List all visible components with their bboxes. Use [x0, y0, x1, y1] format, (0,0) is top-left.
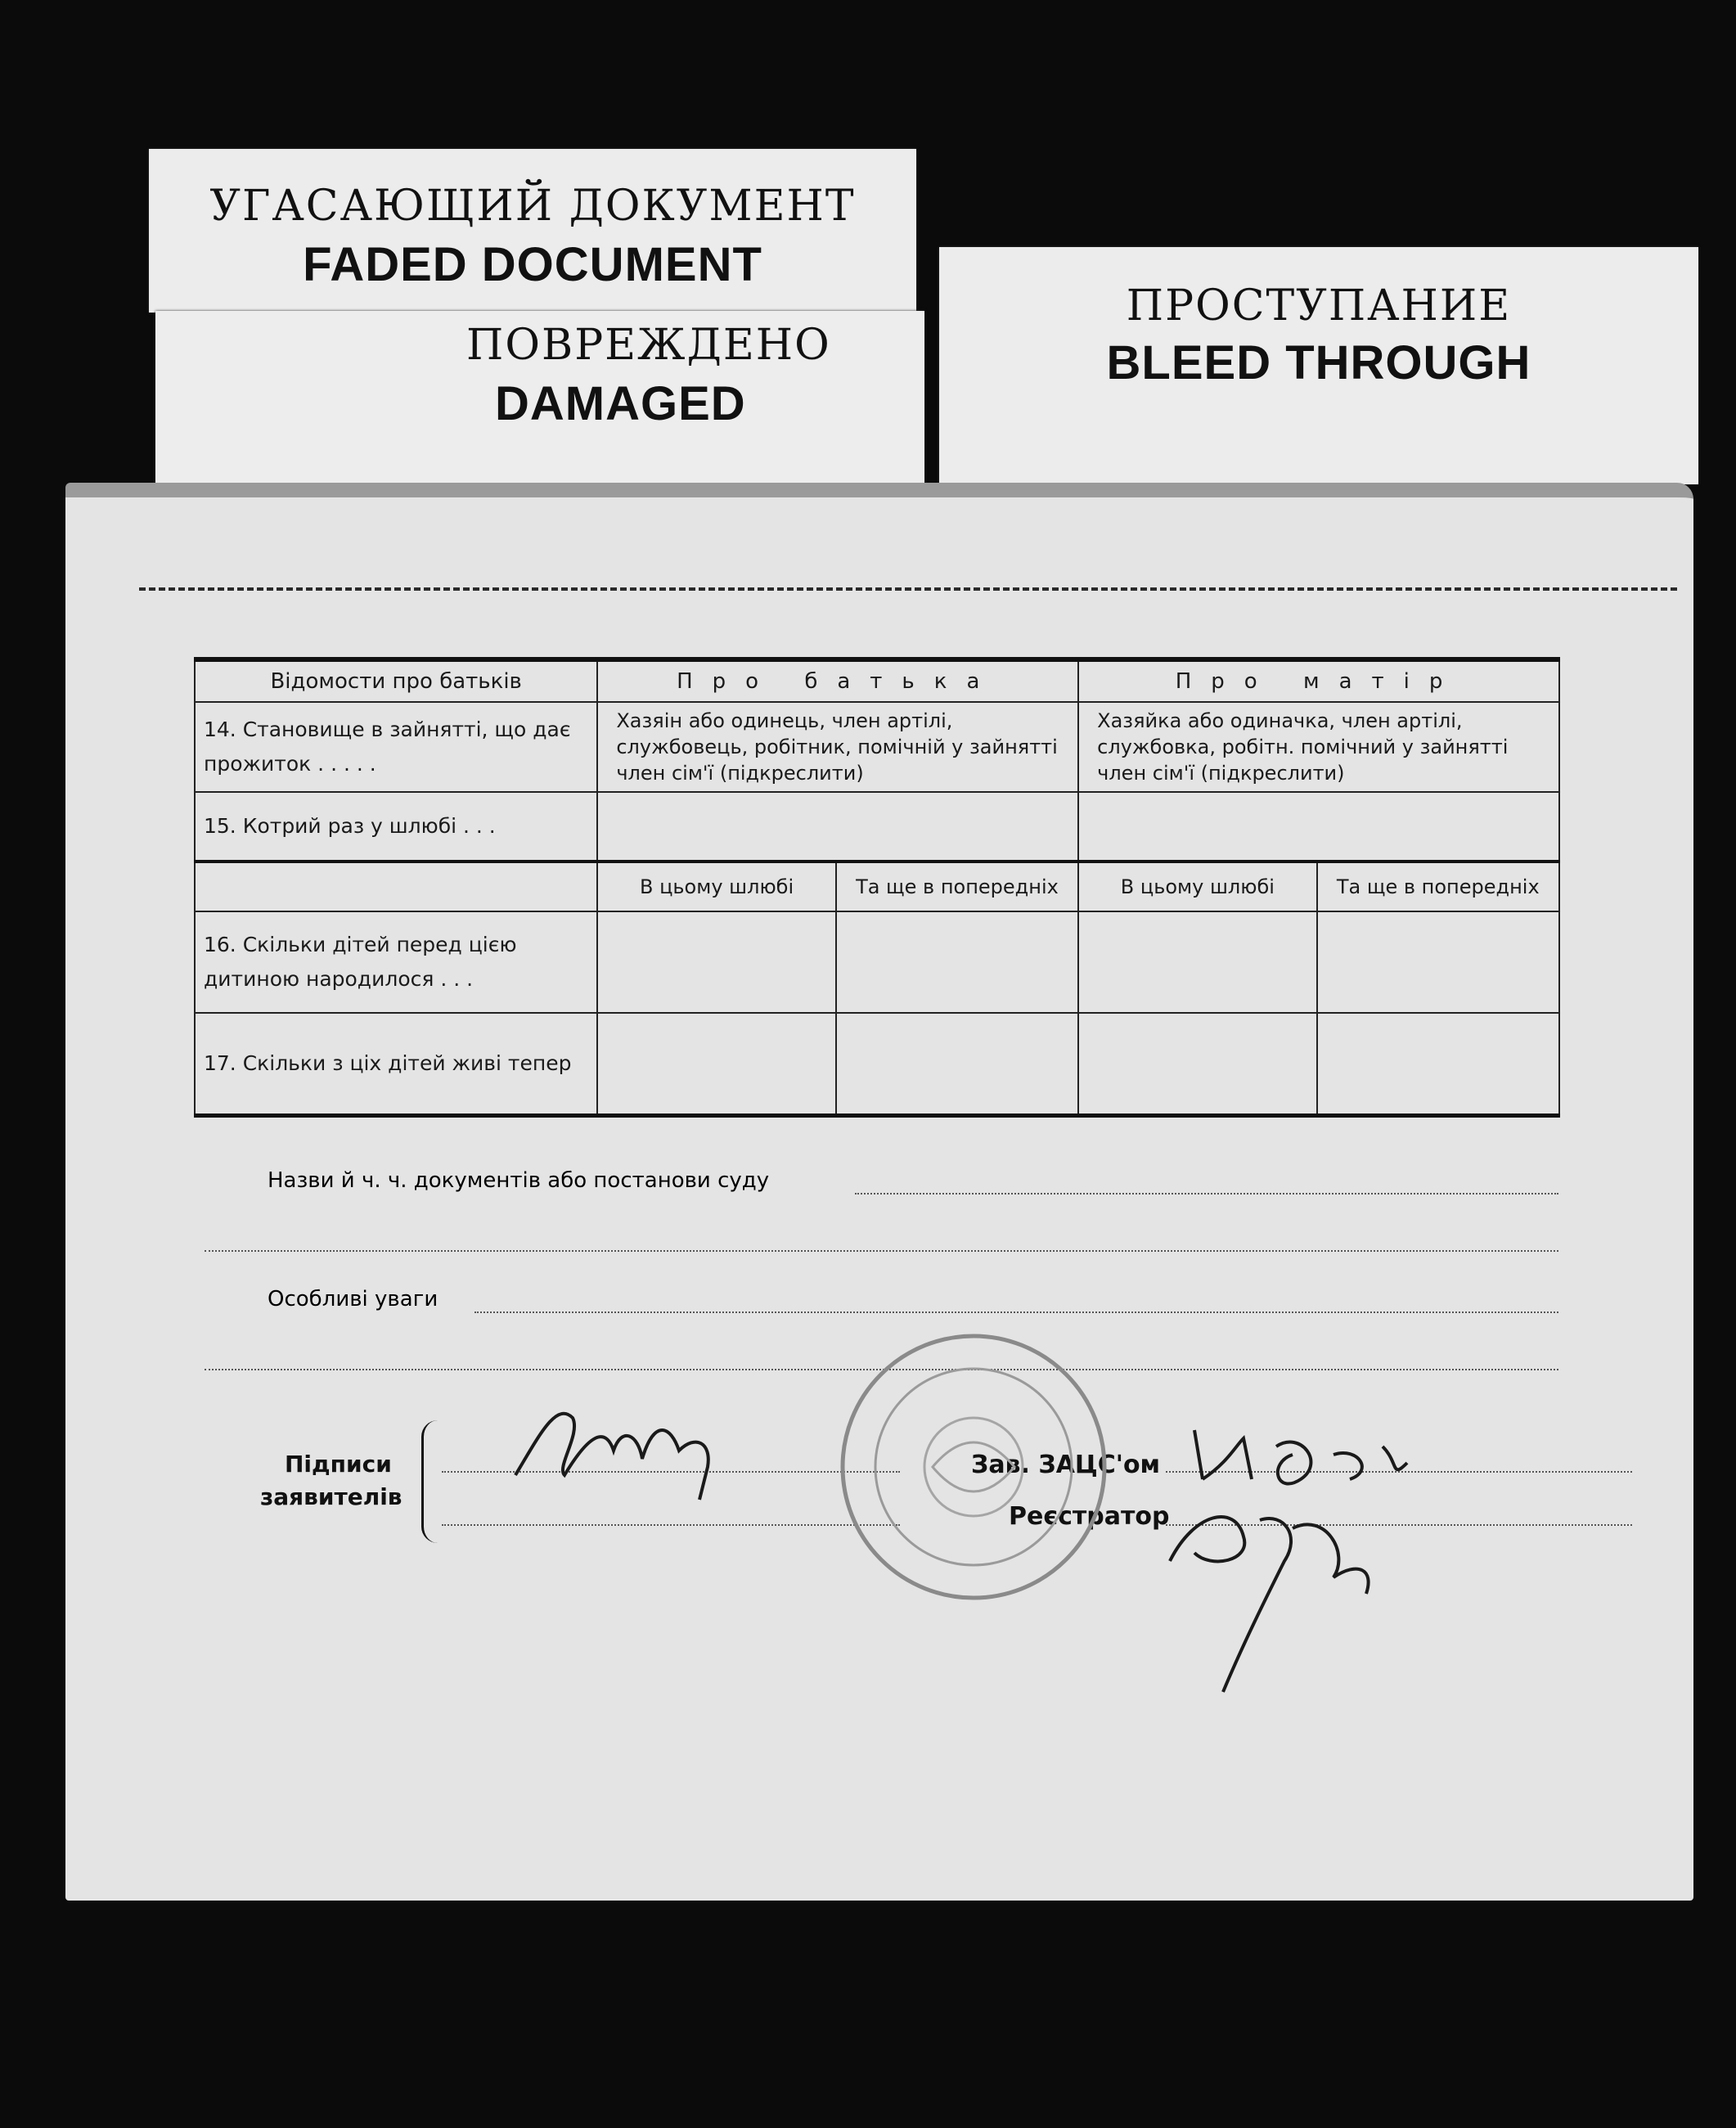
documents-fill-line-1[interactable]	[855, 1193, 1558, 1194]
header-mother: Про матір	[1078, 659, 1559, 702]
header-parents-info: Відомости про батьків	[195, 659, 597, 702]
row-14-mother-options: Хазяйка або одиначка, член артілі, службовка, робітн. помічний у зайнятті член сім'ї (підкреслити)	[1078, 702, 1559, 792]
children-subheader-empty	[195, 862, 597, 911]
header-father: Про батька	[597, 659, 1078, 702]
documents-label: Назви й ч. ч. документів або постанови суду	[268, 1168, 770, 1193]
documents-row	[194, 1168, 1560, 1201]
subheader-father-current: В цьому шлюбі	[597, 862, 835, 911]
row-16-mother-current-cell[interactable]	[1078, 911, 1316, 1013]
applicant-signature-image	[507, 1385, 744, 1508]
row-16-father-previous-cell[interactable]	[836, 911, 1078, 1013]
registrar-label: Реєстратор	[1009, 1502, 1170, 1531]
row-14-father-options: Хазяін або одинець, член артілі, службовець, робітник, помічній у зайнятті член сім'ї (підкреслити)	[597, 702, 1078, 792]
table-header-row	[195, 659, 1559, 702]
bleed-through-en: BLEED THROUGH	[1106, 336, 1531, 389]
parents-info-table-wrapper	[194, 657, 1560, 1118]
row-17-mother-previous-cell[interactable]	[1317, 1013, 1559, 1116]
row-17	[195, 1013, 1559, 1116]
bleed-through-ru: ПРОСТУПАНИЕ	[1126, 281, 1512, 331]
remarks-label: Особливі уваги	[268, 1287, 438, 1311]
row-17-father-current-cell[interactable]	[597, 1013, 835, 1116]
faded-document-card	[149, 149, 916, 313]
row-17-mother-current-cell[interactable]	[1078, 1013, 1316, 1116]
damaged-card	[155, 311, 924, 483]
form-sheet	[65, 483, 1693, 1901]
parents-info-table	[194, 657, 1560, 1118]
row-15	[195, 792, 1559, 862]
remarks-row	[194, 1287, 1560, 1320]
row-15-label: 15. Котрий раз у шлюбі . . .	[195, 792, 597, 862]
row-16-label: 16. Скільки дітей перед цією дитиною народилося . . .	[195, 911, 597, 1013]
row-16-father-current-cell[interactable]	[597, 911, 835, 1013]
faded-document-en: FADED DOCUMENT	[303, 238, 762, 291]
row-15-father-cell[interactable]	[597, 792, 1078, 862]
registrar-signature-image	[1145, 1479, 1415, 1749]
head-zags-label: Зав. ЗАЦС'ом	[971, 1451, 1161, 1479]
row-16	[195, 911, 1559, 1013]
damaged-ru: ПОВРЕЖДЕНО	[466, 321, 831, 370]
row-16-mother-previous-cell[interactable]	[1317, 911, 1559, 1013]
children-subheader-row	[195, 862, 1559, 911]
signatures-label-2: заявителів	[260, 1483, 403, 1510]
faded-document-ru: УГАСАЮЩИЙ ДОКУМЕНТ	[209, 182, 856, 231]
official-stamp-image	[834, 1328, 1113, 1606]
documents-fill-line-2[interactable]	[205, 1250, 1558, 1252]
row-15-mother-cell[interactable]	[1078, 792, 1559, 862]
subheader-mother-previous: Та ще в попередніх	[1317, 862, 1559, 911]
applicant-signature-line-2[interactable]	[442, 1524, 900, 1526]
damaged-en: DAMAGED	[495, 377, 746, 430]
row-14	[195, 702, 1559, 792]
signatures-brace	[421, 1420, 440, 1543]
subheader-father-previous: Та ще в попередніх	[836, 862, 1078, 911]
remarks-fill-line-1[interactable]	[474, 1311, 1558, 1313]
signatures-label-1: Підписи	[285, 1451, 392, 1478]
row-17-label: 17. Скільки з ціх дітей живі тепер	[195, 1013, 597, 1116]
dashed-cut-line	[139, 587, 1677, 591]
subheader-mother-current: В цьому шлюбі	[1078, 862, 1316, 911]
row-14-label: 14. Становище в зайнятті, що дає прожиток . . . . .	[195, 702, 597, 792]
row-17-father-previous-cell[interactable]	[836, 1013, 1078, 1116]
bleed-through-card	[939, 247, 1698, 484]
